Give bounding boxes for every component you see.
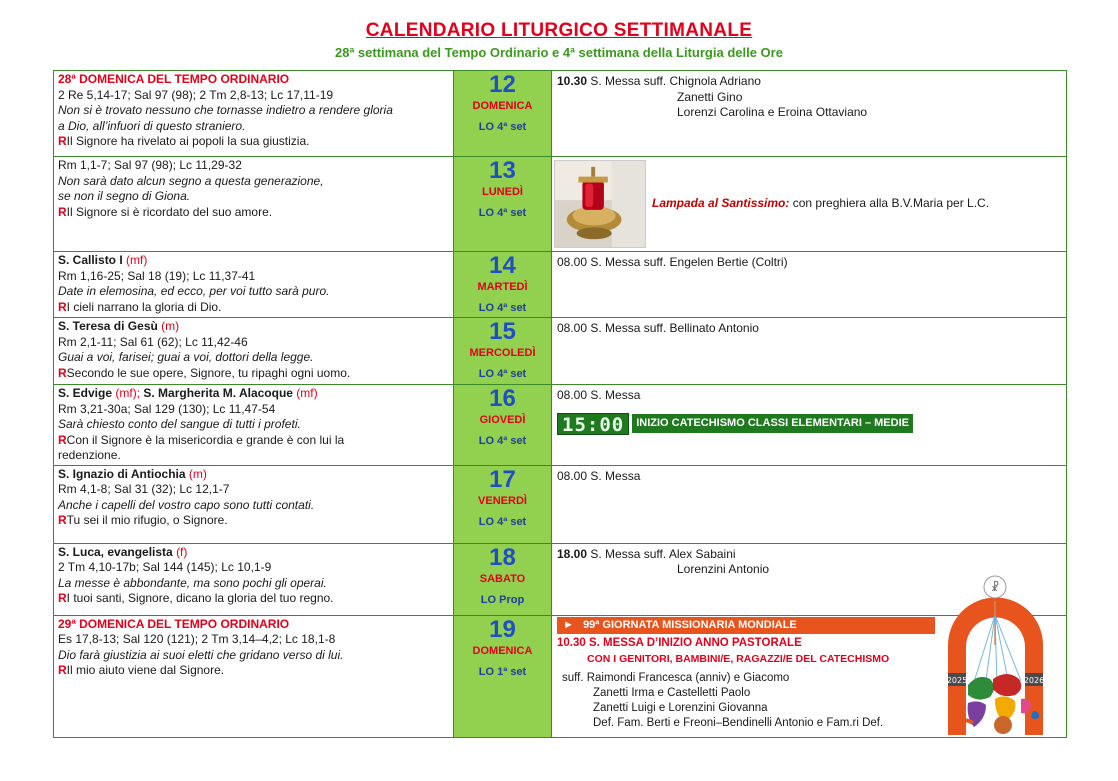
psalm-response: RTu sei il mio rifugio, o Signore. — [58, 513, 228, 527]
svg-text:2025: 2025 — [946, 675, 968, 685]
gospel-quote: Anche i capelli del vostro capo sono tutti contati. — [58, 497, 315, 512]
mass-intention: Zanetti Luigi e Lorenzini Giovanna — [593, 702, 768, 714]
liturgy-hours-week: LO Prop — [480, 593, 525, 606]
mass-intention: Lorenzi Carolina e Eroina Ottaviano — [677, 105, 868, 119]
psalm-response: RIl mio aiuto viene dal Signore. — [58, 663, 225, 677]
mass-entry: 18.00 S. Messa suff. Alex Sabaini — [557, 546, 736, 561]
day-name: GIOVEDÌ — [479, 414, 526, 426]
liturgy-cell — [54, 615, 454, 737]
saint-line: S. Luca, evangelista (f) — [58, 544, 188, 559]
readings: Rm 1,16-25; Sal 18 (19); Lc 11,37-41 — [58, 268, 256, 283]
mass-intention: Lorenzini Antonio — [677, 562, 770, 576]
page-subtitle: 28ª settimana del Tempo Ordinario e 4ª settimana della Liturgia delle Ore — [335, 45, 783, 60]
day-number: 16 — [489, 385, 516, 412]
gospel-quote: Sarà chiesto conto del sangue di tutti i profeti. — [58, 417, 301, 431]
mass-cell — [552, 318, 1067, 385]
date-cell — [454, 157, 552, 252]
mass-entry: 08.00 S. Messa suff. Engelen Bertie (Coltri) — [557, 255, 788, 269]
mass-cell — [552, 71, 1067, 157]
readings: Es 17,8-13; Sal 120 (121); 2 Tm 3,14–4,2; Lc 18,1-8 — [58, 632, 336, 646]
readings: Rm 3,21-30a; Sal 129 (130); Lc 11,47-54 — [58, 401, 276, 416]
liturgy-cell — [54, 157, 454, 252]
psalm-response: RSecondo le sue opere, Signore, tu ripaghi ogni uomo. — [58, 365, 351, 380]
date-cell — [454, 385, 552, 466]
lamp-intention: Lampada al Santissimo: con preghiera alla B.V.Maria per L.C. — [652, 196, 990, 211]
day-row-18 — [54, 543, 1067, 615]
day-number: 14 — [489, 252, 516, 279]
day-number: 19 — [489, 615, 516, 643]
gospel-quote: Date in elemosina, ed ecco, per voi tutto sarà puro. — [58, 284, 330, 298]
liturgy-cell — [54, 385, 454, 466]
liturgy-hours-week: LO 4ª set — [478, 368, 527, 380]
readings: 2 Re 5,14-17; Sal 97 (98); 2 Tm 2,8-13; Lc 17,11-19 — [58, 87, 334, 102]
liturgy-cell — [54, 252, 454, 318]
calendar-table — [53, 70, 1067, 738]
mass-intention: Zanetti Irma e Castelletti Paolo — [593, 687, 751, 699]
gospel-quote: Non si è trovato nessuno che tornasse indietro a rendere gloria — [58, 103, 393, 117]
day-row-12 — [54, 71, 1067, 157]
feast-title: 28ª DOMENICA DEL TEMPO ORDINARIO — [58, 72, 290, 86]
day-row-17 — [54, 465, 1067, 543]
day-name: MARTEDÌ — [477, 281, 528, 293]
svg-text:☧: ☧ — [990, 580, 1000, 594]
mass-cell — [552, 580, 1067, 737]
date-cell — [454, 318, 552, 385]
date-cell — [454, 71, 552, 157]
psalm-response: RI tuoi santi, Signore, dicano la gloria del tuo regno. — [58, 591, 334, 605]
arrow-right-icon: ► — [563, 618, 574, 631]
mass-intention: Zanetti Gino — [677, 89, 743, 104]
psalm-response: RIl Signore si è ricordato del suo amore. — [58, 204, 273, 219]
day-row-14 — [54, 252, 1067, 318]
gospel-quote: Dio farà giustizia ai suoi eletti che gridano verso di lui. — [58, 647, 344, 662]
day-row-19 — [54, 615, 1067, 737]
saint-line: S. Teresa di Gesù (m) — [58, 319, 180, 333]
mass-entry: 08.00 S. Messa suff. Bellinato Antonio — [557, 321, 759, 335]
mass-cell — [552, 385, 1067, 466]
jubilee-mission-logo — [933, 575, 1058, 735]
day-number: 17 — [489, 465, 516, 493]
mission-day-banner: ► 99ª GIORNATA MISSIONARIA MONDIALE — [557, 617, 935, 635]
pastoral-mass: 10.30 S. MESSA D’INIZIO ANNO PASTORALE CON I GENITORI, BAMBINI/E, RAGAZZI/E DEL CATECHISMO — [557, 637, 890, 665]
mass-cell — [552, 157, 1067, 252]
liturgy-cell — [54, 71, 454, 157]
saint-line: S. Callisto I (mf) — [58, 253, 148, 267]
day-number: 13 — [489, 157, 516, 184]
liturgy-hours-week: LO 4ª set — [478, 435, 527, 447]
mass-cell — [552, 252, 1067, 318]
liturgy-hours-week: LO 4ª set — [478, 302, 527, 314]
liturgy-cell — [54, 465, 454, 543]
digital-clock-icon: 15:00 — [557, 413, 629, 435]
saint-line: S. Edvige (mf); S. Margherita M. Alacoque (mf) — [58, 386, 318, 400]
mass-cell — [552, 465, 1067, 543]
readings: Rm 2,1-11; Sal 61 (62); Lc 11,42-46 — [58, 334, 248, 349]
psalm-response: RIl Signore ha rivelato ai popoli la sua giustizia. — [58, 134, 310, 148]
day-number: 18 — [489, 543, 516, 571]
day-number: 15 — [489, 318, 516, 345]
liturgy-hours-week: LO 4ª set — [478, 515, 527, 528]
svg-text:2026: 2026 — [1023, 675, 1045, 685]
page-title: CALENDARIO LITURGICO SETTIMANALE — [365, 20, 753, 41]
gospel-quote-2: se non il segno di Giona. — [58, 189, 191, 203]
psalm-response-2: redenzione. — [58, 448, 121, 462]
date-cell — [454, 615, 552, 737]
liturgy-hours-week: LO 4ª set — [478, 207, 527, 219]
feast-title: 29ª DOMENICA DEL TEMPO ORDINARIO — [58, 616, 290, 631]
readings: Rm 4,1-8; Sal 31 (32); Lc 12,1-7 — [58, 482, 230, 496]
day-name: DOMENICA — [472, 100, 533, 112]
gospel-quote: Guai a voi, farisei; guai a voi, dottori della legge. — [58, 350, 314, 364]
date-cell — [454, 252, 552, 318]
liturgy-hours-week: LO 1ª set — [478, 665, 527, 678]
gospel-quote: La messe è abbondante, ma sono pochi gli operai. — [58, 575, 327, 590]
liturgy-hours-week: LO 4ª set — [478, 121, 527, 133]
sanctuary-lamp-icon — [554, 160, 646, 248]
psalm-response: RCon il Signore è la misericordia e grande è con lui la — [58, 432, 345, 447]
date-cell — [454, 465, 552, 543]
psalm-response: RI cieli narrano la gloria di Dio. — [58, 299, 222, 314]
catechism-event — [557, 413, 913, 435]
catechism-label: INIZIO CATECHISMO CLASSI ELEMENTARI – MEDIE — [632, 414, 913, 434]
day-name: LUNEDÌ — [482, 186, 523, 198]
readings: Rm 1,1-7; Sal 97 (98); Lc 11,29-32 — [58, 158, 242, 172]
mass-intention: Def. Fam. Berti e Freoni–Bendinelli Antonio e Fam.ri Def. — [593, 717, 884, 729]
readings: 2 Tm 4,10-17b; Sal 144 (145); Lc 10,1-9 — [58, 560, 272, 574]
day-name: SABATO — [479, 572, 526, 585]
day-number: 12 — [489, 71, 516, 98]
day-name: VENERDÌ — [478, 494, 527, 507]
mass-entry: 10.30 S. Messa suff. Chignola Adriano — [557, 74, 761, 88]
liturgy-cell — [54, 318, 454, 385]
day-row-16 — [54, 385, 1067, 466]
mass-intention: suff. Raimondi Francesca (anniv) e Giacomo — [562, 672, 790, 684]
gospel-quote-2: a Dio, all’infuori di questo straniero. — [58, 118, 246, 133]
day-name: DOMENICA — [472, 644, 533, 657]
mass-entry: 08.00 S. Messa — [557, 388, 641, 402]
day-name: MERCOLEDÌ — [469, 347, 536, 359]
saint-line: S. Ignazio di Antiochia (m) — [58, 466, 207, 481]
date-cell — [454, 543, 552, 615]
day-row-15 — [54, 318, 1067, 385]
mass-entry: 08.00 S. Messa — [557, 468, 641, 483]
gospel-quote: Non sarà dato alcun segno a questa generazione, — [58, 173, 324, 188]
liturgy-cell — [54, 543, 454, 615]
day-row-13 — [54, 157, 1067, 252]
